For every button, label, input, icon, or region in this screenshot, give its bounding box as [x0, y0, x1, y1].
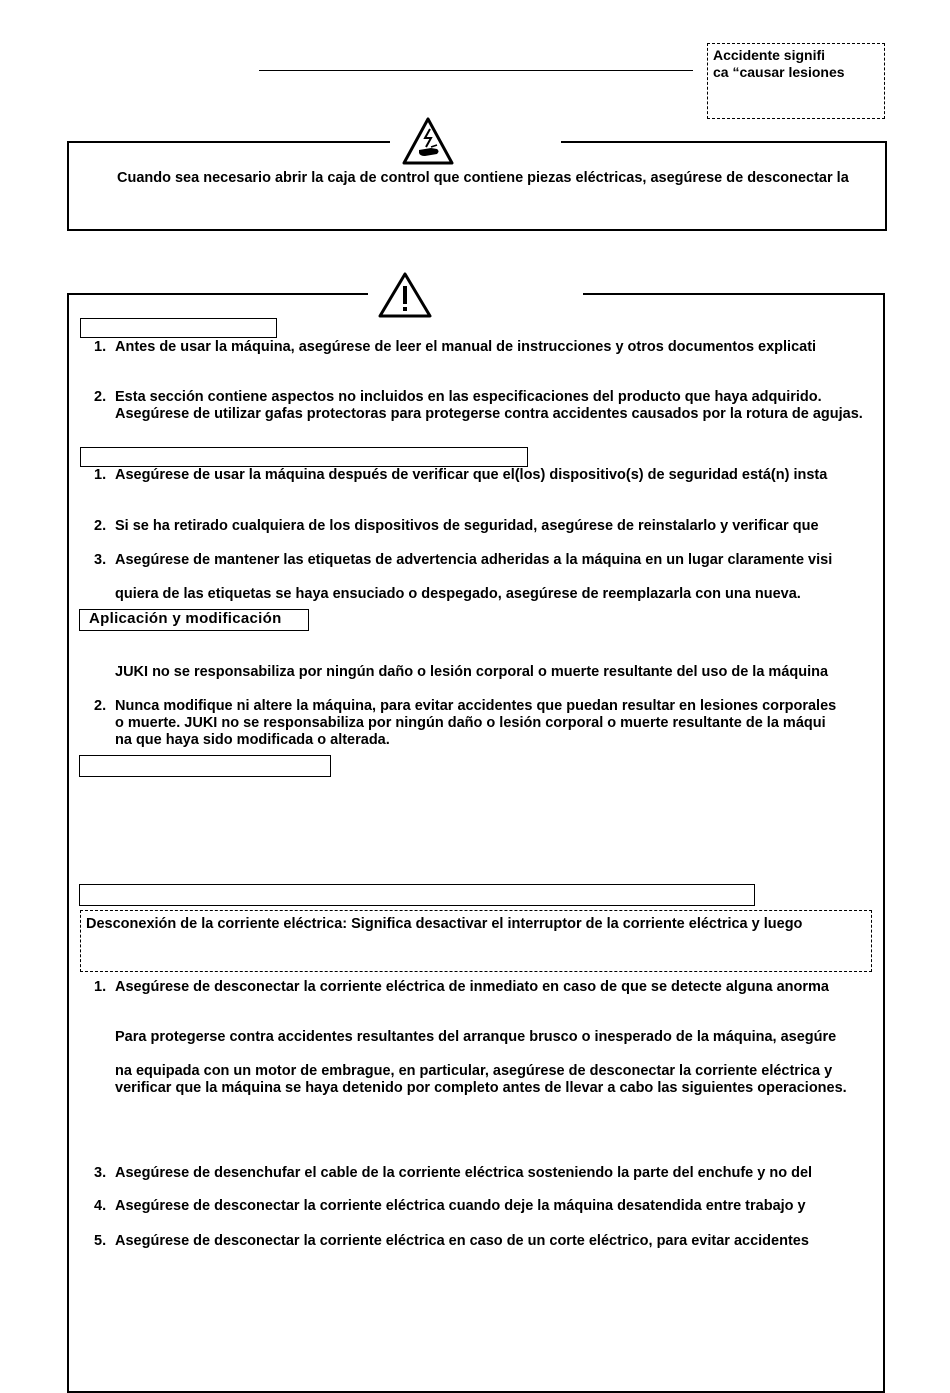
s2-item-1-text: Asegúrese de usar la máquina después de verificar que el(los) dispositivo(s) de seguridad está(n) insta — [115, 467, 828, 483]
note-line-1: Accidente signifi — [713, 47, 826, 63]
section-1-header — [80, 318, 277, 338]
s2-item-2-text: Si se ha retirado cualquiera de los dispositivos de seguridad, asegúrese de reinstalarlo y verificar que — [115, 518, 819, 534]
s5-item-3-text: Asegúrese de desenchufar el cable de la corriente eléctrica sosteniendo la parte del enchufe y no del — [115, 1165, 813, 1181]
s5-item-5-num: 5. — [94, 1233, 107, 1249]
section-4-header — [79, 755, 331, 777]
section-5-header — [79, 884, 755, 906]
section-3-header: Aplicación y modificación — [79, 609, 309, 631]
s1-item-2-text-1: Esta sección contiene aspectos no incluidos en las especificaciones del producto que haya adquirido. — [115, 389, 822, 405]
s3-item-2-text-2: o muerte. JUKI no se responsabiliza por ningún daño o lesión corporal o muerte resultante de la máqui — [115, 715, 826, 731]
s2-item-3-text-2: quiera de las etiquetas se haya ensuciado o despegado, asegúrese de reemplazarla con una nueva. — [115, 586, 801, 602]
s3-item-2-num: 2. — [94, 698, 107, 714]
s3-item-1-text: JUKI no se responsabiliza por ningún daño o lesión corporal o muerte resultante del uso de la máquina — [115, 664, 829, 680]
section-2-header — [80, 447, 528, 467]
s1-item-1-text: Antes de usar la máquina, asegúrese de leer el manual de instrucciones y otros documentos explicati — [115, 339, 817, 355]
header-rule — [259, 70, 693, 71]
electric-warning-text: Cuando sea necesario abrir la caja de control que contiene piezas eléctricas, asegúrese de desconectar la — [117, 170, 849, 186]
s5-item-4-text: Asegúrese de desconectar la corriente eléctrica cuando deje la máquina desatendida entre trabajo y — [115, 1198, 806, 1214]
note-line-2: ca “causar lesiones — [713, 64, 845, 80]
s5-item-3-num: 3. — [94, 1165, 107, 1181]
s1-item-1-num: 1. — [94, 339, 107, 355]
s5-item-2-text-2: na equipada con un motor de embrague, en particular, asegúrese de desconectar la corriente eléctrica y — [115, 1063, 833, 1079]
definition-text: Desconexión de la corriente eléctrica: Significa desactivar el interruptor de la corriente eléctrica y luego — [86, 916, 803, 932]
s3-item-2-text-3: na que haya sido modificada o alterada. — [115, 732, 390, 748]
s2-item-2-num: 2. — [94, 518, 107, 534]
s5-item-2-text-3: verificar que la máquina se haya detenido por completo antes de llevar a cabo las siguientes operaciones. — [115, 1080, 847, 1096]
s5-item-5-text: Asegúrese de desconectar la corriente eléctrica en caso de un corte eléctrico, para evitar accidentes — [115, 1233, 809, 1249]
s5-item-1-text: Asegúrese de desconectar la corriente eléctrica de inmediato en caso de que se detecte alguna anorma — [115, 979, 829, 995]
s5-item-4-num: 4. — [94, 1198, 107, 1214]
s5-item-2-text-1: Para protegerse contra accidentes resultantes del arranque brusco o inesperado de la máquina, asegúre — [115, 1029, 837, 1045]
s2-item-3-num: 3. — [94, 552, 107, 568]
note-box — [707, 43, 885, 119]
s3-item-2-text-1: Nunca modifique ni altere la máquina, para evitar accidentes que puedan resultar en lesiones corporales — [115, 698, 837, 714]
s5-item-1-num: 1. — [94, 979, 107, 995]
s1-item-2-num: 2. — [94, 389, 107, 405]
electric-shock-hand-warning-icon — [401, 116, 455, 166]
s1-item-2-text-2: Asegúrese de utilizar gafas protectoras para protegerse contra accidentes causados por la rotura de agujas. — [115, 406, 863, 422]
s2-item-3-text-1: Asegúrese de mantener las etiquetas de advertencia adheridas a la máquina en un lugar claramente visi — [115, 552, 833, 568]
exclamation-warning-icon — [377, 271, 433, 319]
s2-item-1-num: 1. — [94, 467, 107, 483]
